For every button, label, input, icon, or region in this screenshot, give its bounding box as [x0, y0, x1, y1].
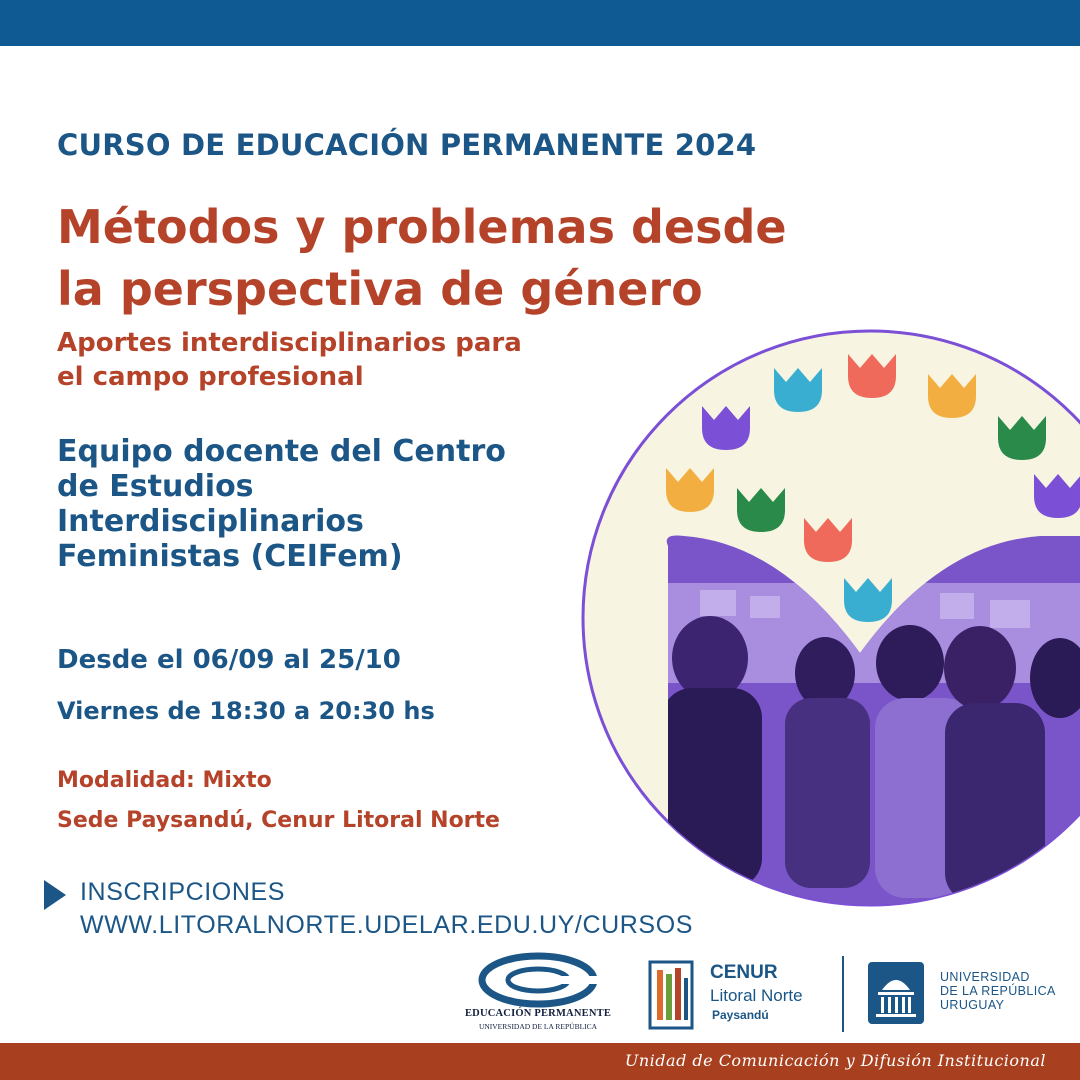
logo-divider [842, 956, 844, 1032]
course-title [57, 196, 787, 320]
cenur-name: CENUR [710, 962, 778, 983]
ep-sub: UNIVERSIDAD DE LA REPÚBLICA [478, 1022, 598, 1031]
triangle-right-icon [44, 880, 66, 910]
title-line-2: la perspectiva de género [57, 262, 703, 316]
course-modality: Modalidad: Mixto [57, 768, 272, 793]
subtitle-line-2: el campo profesional [57, 362, 364, 392]
cenur-mark-icon [648, 960, 694, 1030]
course-dates: Desde el 06/09 al 25/10 [57, 645, 401, 675]
subtitle-line-1: Aportes interdisciplinarios para [57, 328, 522, 358]
educacion-permanente-logo [452, 950, 624, 1035]
cenur-city: Paysandú [712, 1008, 769, 1022]
registration-label: INSCRIPCIONES [80, 878, 286, 906]
team-line-4: Feministas (CEIFem) [57, 539, 403, 574]
university-building-icon [868, 962, 924, 1024]
course-subtitle [57, 326, 522, 394]
team-line-2: de Estudios [57, 469, 254, 504]
course-kicker: CURSO DE EDUCACIÓN PERMANENTE 2024 [57, 128, 757, 162]
udelar-line-3: URUGUAY [940, 998, 1005, 1012]
teaching-team [57, 434, 506, 574]
course-illustration [580, 328, 1080, 908]
ep-name: EDUCACIÓN PERMANENTE [464, 1008, 612, 1019]
ep-swoosh-icon [452, 950, 624, 1008]
course-hours: Viernes de 18:30 a 20:30 hs [57, 697, 435, 725]
udelar-name [940, 970, 1056, 1012]
course-venue: Sede Paysandú, Cenur Litoral Norte [57, 808, 500, 833]
team-line-1: Equipo docente del Centro [57, 434, 506, 469]
team-line-3: Interdisciplinarios [57, 504, 364, 539]
top-bar [0, 0, 1080, 46]
registration-link[interactable]: WWW.LITORALNORTE.UDELAR.EDU.UY/CURSOS [80, 911, 694, 939]
title-line-1: Métodos y problemas desde [57, 200, 787, 254]
footer-credit: Unidad de Comunicación y Difusión Institucional [624, 1051, 1046, 1070]
cenur-logo [648, 958, 838, 1033]
udelar-line-2: DE LA REPÚBLICA [940, 984, 1056, 998]
udelar-line-1: UNIVERSIDAD [940, 970, 1030, 984]
cenur-region: Litoral Norte [710, 986, 803, 1005]
udelar-logo [868, 960, 1058, 1030]
